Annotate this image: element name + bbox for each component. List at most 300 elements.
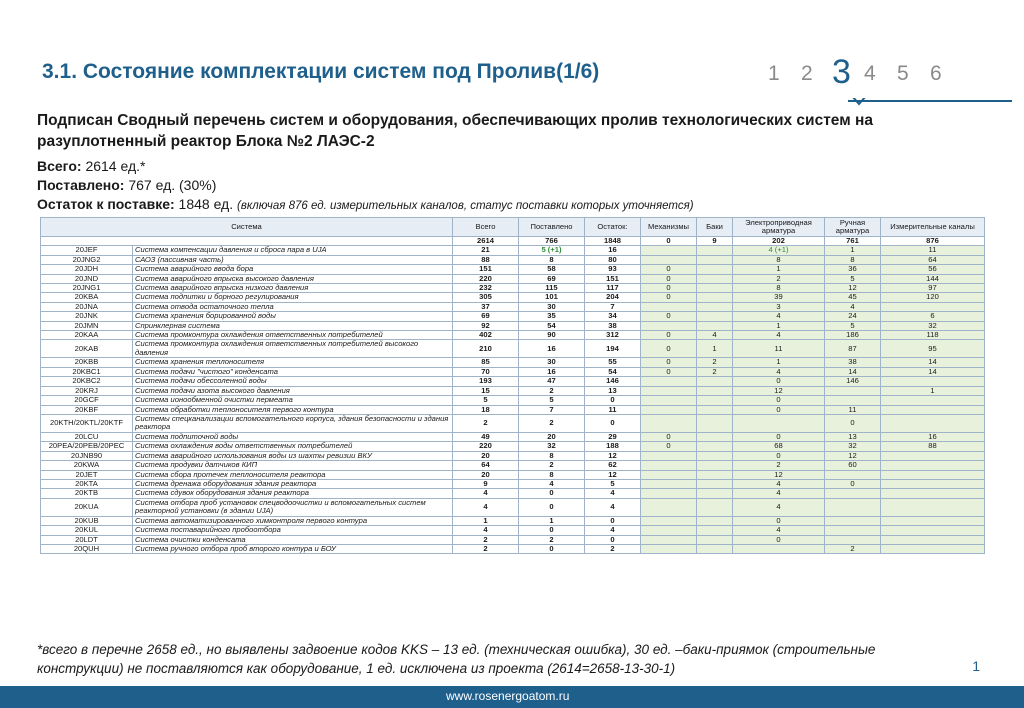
row-value: 5 [585,479,641,488]
row-value [641,489,697,498]
row-value: 2 [453,535,519,544]
row-code: 20JMN [41,321,133,330]
row-value: 7 [519,405,585,414]
table-row [41,405,985,414]
row-value: 4 [733,479,825,488]
row-system-name: Система охлаждения воды ответственных потребителей [133,442,453,451]
row-value [697,312,733,321]
row-value: 4 [733,367,825,376]
col-header-manual-valves: Ручная арматура [825,218,881,237]
table-row [41,489,985,498]
row-value [641,451,697,460]
col-header-system: Система [41,218,453,237]
row-value [733,414,825,432]
row-value: 5 [453,396,519,405]
row-value: 2 [453,544,519,553]
row-value [697,470,733,479]
row-system-name: Система отбора проб установок спецводоочистки и вспомогательных систем реакторной установки (в здании UJA) [133,498,453,516]
row-value: 0 [641,442,697,451]
row-value: 24 [825,312,881,321]
row-value: 20 [519,432,585,441]
row-value: 4 [585,498,641,516]
table-row [41,442,985,451]
row-value: 60 [825,461,881,470]
col-header-measuring-channels: Измерительные каналы [881,218,985,237]
row-value: 11 [825,405,881,414]
row-value: 87 [825,340,881,358]
row-value: 9 [453,479,519,488]
row-value: 11 [881,246,985,255]
row-value: 15 [453,386,519,395]
row-value: 1 [453,516,519,525]
table-row [41,451,985,460]
row-code: 20KTA [41,479,133,488]
row-value: 0 [733,377,825,386]
row-value [641,377,697,386]
row-value: 4 [733,498,825,516]
row-code: 20JEF [41,246,133,255]
row-value: 11 [585,405,641,414]
row-value [697,489,733,498]
row-value: 12 [585,451,641,460]
row-value: 54 [519,321,585,330]
row-value: 115 [519,284,585,293]
table-row [41,302,985,311]
row-value: 32 [881,321,985,330]
row-value: 69 [519,274,585,283]
row-value: 1 [881,386,985,395]
row-value: 4 [453,526,519,535]
pager-item-6[interactable]: 6 [930,62,942,85]
table-row [41,358,985,367]
table-row [41,284,985,293]
row-value: 101 [519,293,585,302]
row-code: 20KBF [41,405,133,414]
row-value: 16 [585,246,641,255]
row-value: 12 [825,284,881,293]
table-row [41,498,985,516]
row-value: 90 [519,331,585,340]
row-system-name: Система хранения борированной воды [133,312,453,321]
pager-divider [0,98,1024,106]
table-row [41,293,985,302]
row-code: 20JDH [41,265,133,274]
row-value [697,516,733,525]
row-code: 20KBB [41,358,133,367]
row-value: 38 [585,321,641,330]
row-value [881,470,985,479]
row-value: 5 [825,274,881,283]
row-value [881,498,985,516]
row-value: 92 [453,321,519,330]
row-value: 0 [519,498,585,516]
row-value [881,489,985,498]
table-row [41,312,985,321]
row-value: 186 [825,331,881,340]
row-value [825,526,881,535]
row-value: 0 [825,414,881,432]
row-value: 2 [585,544,641,553]
row-value: 93 [585,265,641,274]
row-system-name: Система продувки датчиков КИП [133,461,453,470]
row-value [641,479,697,488]
row-system-name: Система очистки конденсата [133,535,453,544]
row-value: 4 [825,302,881,311]
table-row [41,367,985,376]
table-row [41,526,985,535]
row-system-name: Система хранения теплоносителя [133,358,453,367]
row-value [641,321,697,330]
row-value: 1 [697,340,733,358]
row-value [697,386,733,395]
row-value: 2 [453,414,519,432]
row-value: 4 [733,331,825,340]
row-value: 47 [519,377,585,386]
table-totals-row: 2614 766 1848 0 9 202 761 876 [41,237,985,246]
row-code: 20KBA [41,293,133,302]
row-value [641,470,697,479]
row-value: 151 [453,265,519,274]
row-value: 36 [825,265,881,274]
footer-url[interactable]: www.rosenergoatom.ru [446,689,570,703]
row-code: 20PEA/20PEB/20PEC [41,442,133,451]
pager-item-3-active[interactable]: 3 [832,53,851,91]
pager-item-2[interactable]: 2 [801,62,813,85]
row-value: 193 [453,377,519,386]
table-row [41,396,985,405]
row-value [825,396,881,405]
row-system-name: Система подачи азота высокого давления [133,386,453,395]
table-header-row [41,218,985,237]
row-value: 3 [733,302,825,311]
table-row [41,479,985,488]
row-value [881,414,985,432]
row-value: 16 [881,432,985,441]
row-system-name: САОЗ (пассивная часть) [133,255,453,264]
row-code: 20JND [41,274,133,283]
row-value: 21 [453,246,519,255]
row-value [825,498,881,516]
row-value: 54 [585,367,641,376]
stats-block [37,157,694,216]
col-header-delivered: Поставлено [519,218,585,237]
row-value: 55 [585,358,641,367]
row-value: 62 [585,461,641,470]
row-system-name: Система подачи обессоленной воды [133,377,453,386]
row-system-name: Системы спецканализации вспомогательного корпуса, здания безопасности и здания реактора [133,414,453,432]
table-row [41,274,985,283]
row-value: 30 [519,302,585,311]
row-value: 0 [733,451,825,460]
row-value: 210 [453,340,519,358]
row-value: 37 [453,302,519,311]
row-code: 20JNA [41,302,133,311]
row-value: 0 [825,479,881,488]
row-system-name: Система дренажа оборудования здания реактора [133,479,453,488]
row-value [641,405,697,414]
row-value: 8 [733,255,825,264]
table-row [41,470,985,479]
page-title: 3.1. Состояние комплектации систем под Пролив(1/6) [42,60,600,83]
row-value [641,498,697,516]
row-value [881,377,985,386]
row-value: 4 [453,489,519,498]
row-value: 6 [881,312,985,321]
row-value: 194 [585,340,641,358]
row-value: 1 [825,246,881,255]
row-value: 4 [519,479,585,488]
row-value: 32 [519,442,585,451]
row-system-name: Система аварийного впрыска низкого давления [133,284,453,293]
row-code: 20KBC1 [41,367,133,376]
pager-item-1[interactable]: 1 [768,62,780,85]
row-value: 4 [733,312,825,321]
row-value: 4 [453,498,519,516]
row-value [641,246,697,255]
row-value: 151 [585,274,641,283]
row-system-name: Спринклерная система [133,321,453,330]
row-value: 97 [881,284,985,293]
row-system-name: Система аварийного ввода бора [133,265,453,274]
row-value: 4 [733,489,825,498]
row-value [697,432,733,441]
row-value: 2 [519,386,585,395]
row-value: 0 [733,516,825,525]
row-value: 0 [641,340,697,358]
row-value: 12 [825,451,881,460]
row-value: 4 [733,526,825,535]
row-value: 0 [641,274,697,283]
row-value: 80 [585,255,641,264]
row-system-name: Система поставарийного пробоотбора [133,526,453,535]
row-value: 4 (+1) [733,246,825,255]
row-code: 20KUB [41,516,133,525]
row-value: 2 [733,461,825,470]
row-value: 12 [585,470,641,479]
row-value: 69 [453,312,519,321]
row-value: 34 [585,312,641,321]
row-value [697,405,733,414]
table-row [41,414,985,432]
row-code: 20JET [41,470,133,479]
row-value: 16 [519,340,585,358]
row-code: 20KRJ [41,386,133,395]
row-value: 4 [697,331,733,340]
row-value [697,442,733,451]
row-value [697,526,733,535]
row-system-name: Система ручного отбора проб второго контура и БОУ [133,544,453,553]
row-value: 20 [453,451,519,460]
table-row [41,432,985,441]
row-value: 8 [825,255,881,264]
row-value: 117 [585,284,641,293]
row-value [825,489,881,498]
row-value: 2 [697,358,733,367]
row-value: 312 [585,331,641,340]
table-row [41,377,985,386]
row-code: 20KUL [41,526,133,535]
table-body [41,246,985,554]
row-value: 0 [641,312,697,321]
row-value: 1 [733,321,825,330]
row-code: 20KUA [41,498,133,516]
row-value [641,255,697,264]
row-value: 1 [733,358,825,367]
subtitle: Подписан Сводный перечень систем и оборудования, обеспечивающих пролив технологических систем на разуплотненный реактор Блока №2 ЛАЭС-2 [37,112,873,150]
row-system-name: Система подпиточной воды [133,432,453,441]
page-number: 1 [972,658,980,674]
row-value [697,498,733,516]
row-value: 220 [453,442,519,451]
row-value [697,293,733,302]
row-system-name: Система подачи "чистого" конденсата [133,367,453,376]
row-value [697,246,733,255]
row-value: 220 [453,274,519,283]
table-row [41,265,985,274]
row-value: 118 [881,331,985,340]
row-value: 70 [453,367,519,376]
row-value [825,386,881,395]
row-value: 0 [585,414,641,432]
row-value [881,302,985,311]
row-system-name: Система обработки теплоносителя первого контура [133,405,453,414]
row-code: 20GCF [41,396,133,405]
row-value [825,535,881,544]
row-value: 2 [697,367,733,376]
col-header-total: Всего [453,218,519,237]
row-system-name: Система компенсации давления и сброса пара в UJA [133,246,453,255]
row-value: 49 [453,432,519,441]
row-value: 0 [585,396,641,405]
row-value [697,544,733,553]
row-code: 20JNK [41,312,133,321]
row-value: 2 [825,544,881,553]
row-value: 20 [453,470,519,479]
row-value: 0 [519,544,585,553]
row-value [641,516,697,525]
row-value: 204 [585,293,641,302]
row-value: 13 [825,432,881,441]
row-value [697,274,733,283]
row-value: 4 [585,489,641,498]
row-system-name: Система сдувок оборудования здания реактора [133,489,453,498]
row-value: 2 [519,414,585,432]
row-system-name: Система ионообменной очистки пермеата [133,396,453,405]
row-system-name: Система промконтура охлаждения ответственных потребителей высокого давления [133,340,453,358]
row-value: 7 [585,302,641,311]
row-value: 5 [825,321,881,330]
stats-total: Всего: 2614 ед.* [37,158,146,174]
row-value: 8 [519,255,585,264]
row-value [881,526,985,535]
row-value [825,470,881,479]
table-row [41,516,985,525]
row-value: 0 [585,516,641,525]
row-value: 30 [519,358,585,367]
col-header-tanks: Баки [697,218,733,237]
row-value: 0 [585,535,641,544]
row-value [697,377,733,386]
col-header-electric-valves: Электроприводная арматура [733,218,825,237]
pager-item-4[interactable]: 4 [864,62,876,85]
row-value: 402 [453,331,519,340]
row-value: 8 [519,470,585,479]
row-value: 1 [733,265,825,274]
row-value: 88 [453,255,519,264]
row-value [881,544,985,553]
table-row [41,535,985,544]
row-value: 8 [733,284,825,293]
row-value: 146 [825,377,881,386]
pager-item-5[interactable]: 5 [897,62,909,85]
row-value: 85 [453,358,519,367]
row-value: 0 [641,358,697,367]
table-row [41,321,985,330]
row-value: 0 [733,535,825,544]
row-system-name: Система сбора протечек теплоносителя реактора [133,470,453,479]
row-value: 0 [733,396,825,405]
table-row [41,255,985,264]
table-row [41,461,985,470]
row-code: 20QUH [41,544,133,553]
row-value: 35 [519,312,585,321]
row-system-name: Система аварийного использования воды из шахты ревизии ВКУ [133,451,453,460]
row-value: 12 [733,470,825,479]
row-value: 146 [585,377,641,386]
row-value: 58 [519,265,585,274]
row-code: 20JNG2 [41,255,133,264]
row-code: 20KBC2 [41,377,133,386]
systems-table [40,217,985,554]
footnote: *всего в перечне 2658 ед., но выявлены задвоение кодов KKS – 13 ед. (техническая ошибка), 30 ед. –баки-приямок (строительные конструкции) не поставляются как оборудование, 1 ед. исключена из проекта (2614=2658-13-30-1) [37,642,876,676]
row-value: 14 [825,367,881,376]
row-value: 1 [519,516,585,525]
row-value: 13 [585,386,641,395]
row-value: 0 [733,432,825,441]
row-value: 2 [519,461,585,470]
row-system-name: Система автоматизированного химконтроля первого контура [133,516,453,525]
row-value: 305 [453,293,519,302]
row-value: 2 [519,535,585,544]
row-value: 18 [453,405,519,414]
row-value [697,265,733,274]
stats-delivered: Поставлено: 767 ед. (30%) [37,177,217,193]
row-value: 95 [881,340,985,358]
table-row [41,331,985,340]
row-value: 12 [733,386,825,395]
row-value [733,544,825,553]
row-value: 0 [641,367,697,376]
row-value: 2 [733,274,825,283]
row-value: 0 [519,489,585,498]
row-value: 0 [641,293,697,302]
stats-remaining: Остаток к поставке: 1848 ед. (включая 876 ед. измерительных каналов, статус поставки которых уточняется) [37,196,694,212]
row-value: 16 [519,367,585,376]
row-value: 29 [585,432,641,441]
row-value: 56 [881,265,985,274]
row-code: 20JNG1 [41,284,133,293]
row-code: 20KTH/20KTL/20KTF [41,414,133,432]
row-value: 232 [453,284,519,293]
row-value: 4 [585,526,641,535]
row-value: 0 [641,284,697,293]
row-value: 0 [641,265,697,274]
row-value [881,451,985,460]
row-code: 20KAA [41,331,133,340]
row-value: 144 [881,274,985,283]
row-code: 20KAB [41,340,133,358]
row-code: 20KTB [41,489,133,498]
